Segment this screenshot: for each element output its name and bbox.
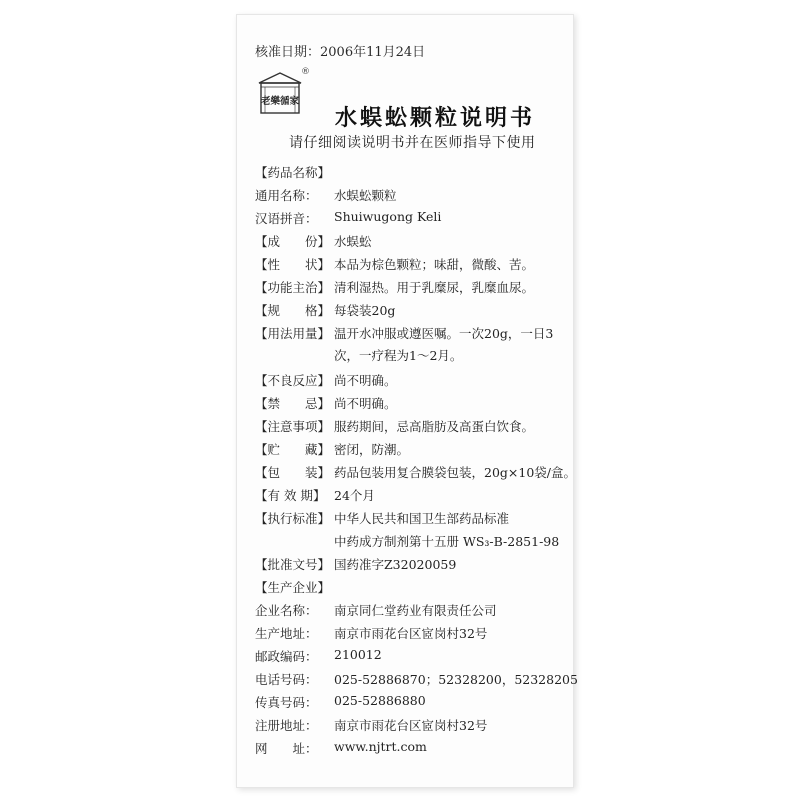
logo-text: 老樂循家 (260, 96, 300, 107)
row-value: 中华人民共和国卫生部药品标准 (334, 511, 510, 526)
row-value: 南京市雨花台区宧岗村32号 (334, 626, 488, 641)
row-value: 温开水冲服或遵医嘱。一次20g，一日3 (334, 326, 554, 341)
row-value: 24个月 (334, 488, 375, 503)
row-label: 【批准文号】 (255, 557, 331, 572)
row-value: 清利湿热。用于乳糜尿，乳糜血尿。 (334, 280, 535, 295)
row-label: 【药品名称】 (255, 165, 331, 180)
row-label: 【生产企业】 (255, 580, 331, 595)
row-value: 尚不明确。 (334, 396, 397, 411)
row-label: 【包 装】 (255, 465, 331, 480)
row-label: 【功能主治】 (255, 280, 331, 295)
row-value: 中药成方制剂第十五册 WS₃-B-2851-98 (334, 534, 560, 549)
approval-date: 核准日期：2006年11月24日 (255, 45, 426, 60)
instruction-leaflet (236, 14, 578, 788)
row-label: 【有 效 期】 (255, 488, 326, 503)
row-label: 【执行标准】 (255, 511, 331, 526)
row-value: 药品包装用复合膜袋包装，20g×10袋/盒。 (334, 465, 576, 480)
row-label: 【用法用量】 (255, 326, 331, 341)
row-label: 邮政编码： (255, 649, 318, 664)
row-label: 网 址： (255, 741, 318, 756)
row-label: 【不良反应】 (255, 373, 331, 388)
row-label: 【性 状】 (255, 257, 331, 272)
row-value: 南京同仁堂药业有限责任公司 (334, 603, 497, 618)
row-value: 每袋装20g (334, 303, 396, 318)
row-label: 企业名称： (255, 603, 318, 618)
leaflet-subtitle: 请仔细阅读说明书并在医师指导下使用 (289, 135, 536, 151)
leaflet-title: 水蜈蚣颗粒说明书 (335, 105, 536, 131)
row-value: 国药准字Z32020059 (334, 557, 457, 572)
brand-logo (255, 71, 305, 117)
row-value: 210012 (334, 647, 382, 662)
row-value: Shuiwugong Keli (334, 209, 442, 224)
row-value: 水蜈蚣 (334, 234, 372, 249)
row-value: www.njtrt.com (334, 739, 427, 754)
row-value: 025-52886870；52328200，52328205 (334, 672, 578, 687)
row-value: 本品为棕色颗粒；味甜，微酸、苦。 (334, 257, 535, 272)
row-label: 【禁 忌】 (255, 396, 331, 411)
row-value: 服药期间，忌高脂肪及高蛋白饮食。 (334, 419, 535, 434)
row-label: 【注意事项】 (255, 419, 331, 434)
row-label: 汉语拼音： (255, 211, 318, 226)
row-value: 密闭，防潮。 (334, 442, 410, 457)
row-label: 【贮 藏】 (255, 442, 331, 457)
row-value: 次，一疗程为1～2月。 (334, 348, 463, 363)
row-label: 生产地址： (255, 626, 318, 641)
row-label: 通用名称： (255, 188, 318, 203)
row-label: 注册地址： (255, 718, 318, 733)
row-value: 025-52886880 (334, 693, 426, 708)
row-value: 尚不明确。 (334, 373, 397, 388)
row-value: 水蜈蚣颗粒 (334, 188, 397, 203)
registered-trademark-icon: ® (301, 67, 310, 77)
row-label: 【规 格】 (255, 303, 331, 318)
row-label: 传真号码： (255, 695, 318, 710)
row-label: 【成 份】 (255, 234, 331, 249)
row-label: 电话号码： (255, 672, 318, 687)
row-value: 南京市雨花台区宧岗村32号 (334, 718, 488, 733)
